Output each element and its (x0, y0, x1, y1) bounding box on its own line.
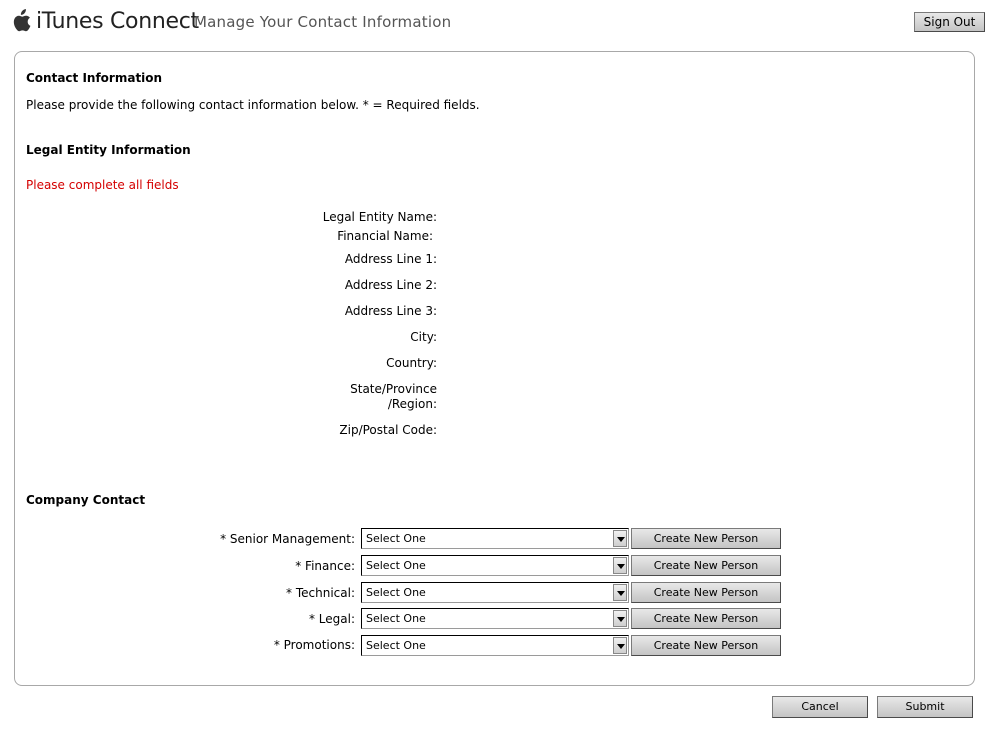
legal-label: * Legal: (308, 612, 355, 626)
senior-management-select[interactable] (361, 528, 629, 549)
promotions-label: * Promotions: (273, 638, 355, 652)
submit-button[interactable]: Submit (877, 696, 973, 718)
page-header (0, 0, 995, 46)
legal-select-value: Select One (366, 612, 426, 625)
create-new-person-button-senior-management[interactable]: Create New Person (631, 528, 781, 549)
country-label: Country: (386, 356, 437, 370)
address-line-3-label: Address Line 3: (344, 304, 437, 318)
legal-select[interactable] (361, 608, 629, 629)
state-province-label (350, 382, 437, 412)
create-new-person-button-promotions[interactable]: Create New Person (631, 635, 781, 656)
legal-entity-heading: Legal Entity Information (26, 143, 191, 157)
sign-out-button[interactable]: Sign Out (914, 12, 985, 32)
contact-info-heading: Contact Information (26, 71, 163, 85)
senior-management-label: * Senior Management: (220, 532, 355, 546)
brand-title: iTunes Connect (36, 9, 199, 34)
city-label: City: (410, 330, 437, 344)
dropdown-arrow-icon[interactable] (613, 557, 627, 574)
senior-management-select-value: Select One (366, 532, 426, 545)
finance-select[interactable] (361, 555, 629, 576)
promotions-select-value: Select One (366, 639, 426, 652)
promotions-select[interactable] (361, 635, 629, 656)
legal-entity-name-label: Legal Entity Name: (322, 210, 437, 224)
apple-logo-icon (11, 9, 31, 33)
validation-error-message: Please complete all fields (26, 178, 179, 192)
finance-select-value: Select One (366, 559, 426, 572)
finance-label: * Finance: (295, 559, 355, 573)
cancel-button[interactable]: Cancel (772, 696, 868, 718)
address-line-2-label: Address Line 2: (344, 278, 437, 292)
state-province-label-line1: State/Province (350, 382, 437, 396)
dropdown-arrow-icon[interactable] (613, 530, 627, 547)
dropdown-arrow-icon[interactable] (613, 584, 627, 601)
financial-name-label: Financial Name: (337, 229, 433, 243)
company-contact-heading: Company Contact (26, 493, 146, 507)
create-new-person-button-technical[interactable]: Create New Person (631, 582, 781, 603)
technical-select[interactable] (361, 582, 629, 603)
state-province-label-line2: /Region: (387, 397, 437, 411)
technical-label: * Technical: (286, 586, 355, 600)
technical-select-value: Select One (366, 586, 426, 599)
create-new-person-button-legal[interactable]: Create New Person (631, 608, 781, 629)
create-new-person-button-finance[interactable]: Create New Person (631, 555, 781, 576)
address-line-1-label: Address Line 1: (344, 252, 437, 266)
zip-postal-code-label: Zip/Postal Code: (339, 423, 437, 437)
contact-info-intro: Please provide the following contact information below. * = Required fields. (26, 98, 480, 112)
page-title: Manage Your Contact Information (194, 13, 452, 31)
dropdown-arrow-icon[interactable] (613, 637, 627, 654)
dropdown-arrow-icon[interactable] (613, 610, 627, 627)
